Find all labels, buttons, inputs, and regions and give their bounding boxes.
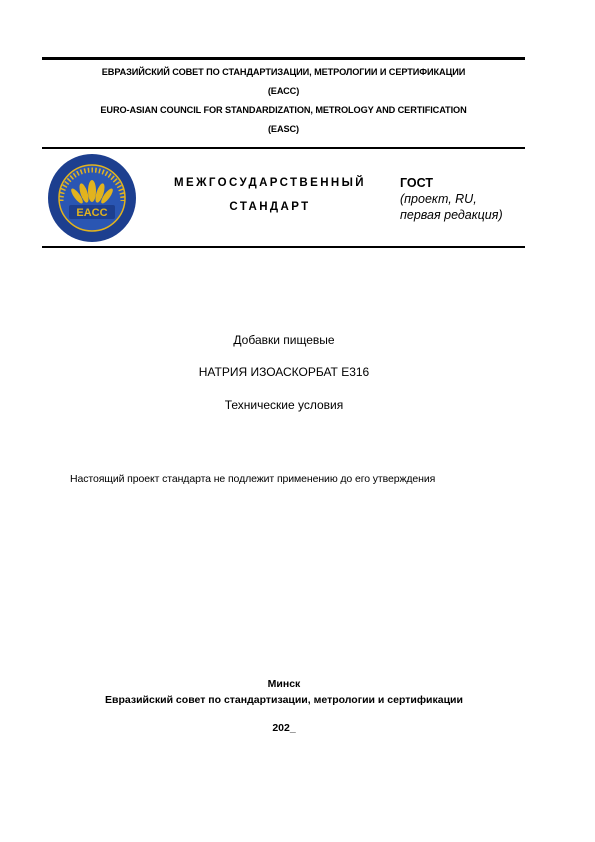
- draft-notice: Настоящий проект стандарта не подлежит применению до его утверждения: [70, 473, 436, 485]
- footer-year: 202_: [272, 722, 296, 734]
- gost-status-line2: первая редакция): [400, 208, 503, 222]
- council-abbr-en: (EASC): [267, 124, 300, 134]
- logo-text: EACC: [76, 207, 108, 219]
- standard-type-line2: СТАНДАРТ: [229, 201, 311, 213]
- eacc-logo-icon: [47, 153, 137, 243]
- council-abbr-ru: (ЕАСС): [267, 86, 300, 96]
- top-rule: [42, 57, 525, 60]
- title-category: Добавки пищевые: [233, 333, 335, 347]
- gost-status-line1: (проект, RU,: [400, 192, 477, 206]
- gost-label: ГОСТ: [400, 176, 433, 190]
- standard-type-line1: МЕЖГОСУДАРСТВЕННЫЙ: [174, 177, 366, 189]
- footer-publisher: Евразийский совет по стандартизации, метрологии и сертификации: [105, 694, 463, 706]
- footer-city: Минск: [267, 678, 301, 690]
- council-name-ru: ЕВРАЗИЙСКИЙ СОВЕТ ПО СТАНДАРТИЗАЦИИ, МЕТРОЛОГИИ И СЕРТИФИКАЦИИ: [101, 67, 466, 77]
- standard-rule: [42, 246, 525, 248]
- council-name-en: EURO-ASIAN COUNCIL FOR STANDARDIZATION, METROLOGY AND CERTIFICATION: [100, 105, 467, 115]
- title-name: НАТРИЯ ИЗОАСКОРБАТ Е316: [198, 365, 370, 379]
- header-rule: [42, 147, 525, 149]
- title-subtitle: Технические условия: [224, 398, 344, 412]
